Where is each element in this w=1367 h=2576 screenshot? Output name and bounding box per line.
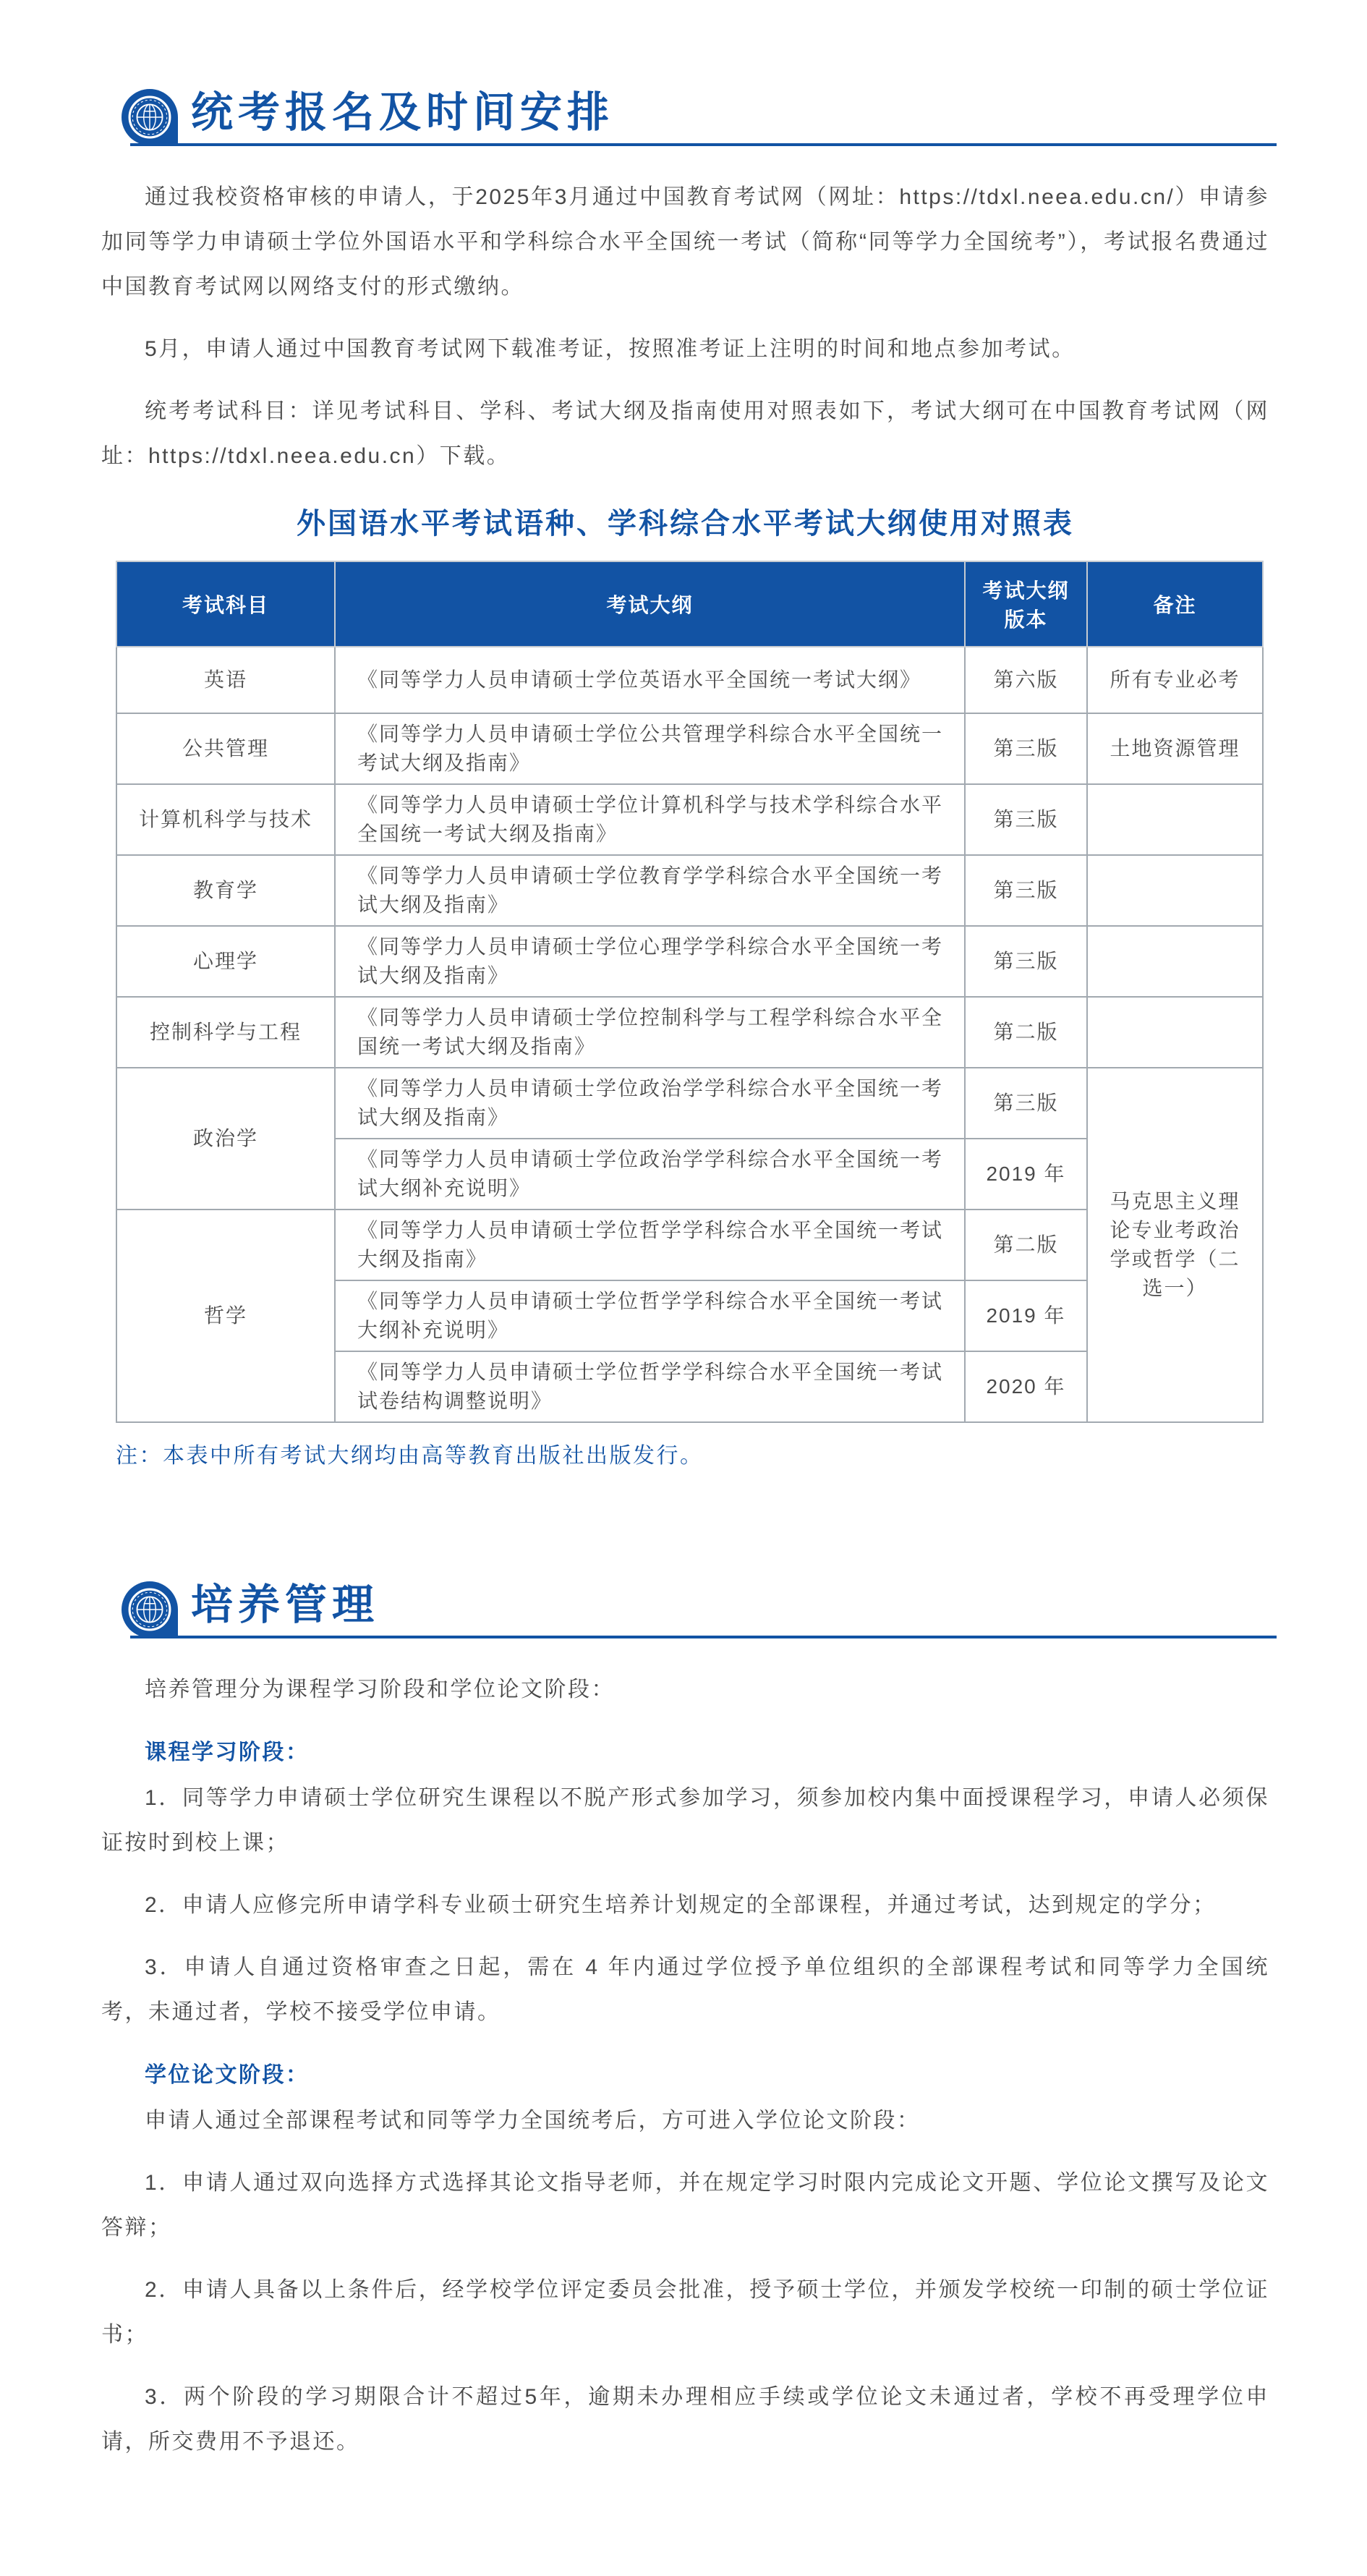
thesis-stage-item-1: 1．申请人通过双向选择方式选择其论文指导老师，并在规定学习时限内完成论文开题、学位论文撰写及论文答辩； [101,2171,1269,2240]
cell-syllabus: 《同等学力人员申请硕士学位控制科学与工程学科综合水平全国统一考试大纲及指南》 [335,997,965,1068]
cell-remark: 所有专业必考 [1087,647,1263,713]
cell-syllabus: 《同等学力人员申请硕士学位政治学学科综合水平全国统一考试大纲及指南》 [335,1068,965,1139]
table-row [116,1068,1263,1139]
thesis-stage-item-3: 3．两个阶段的学习期限合计不超过5年，逾期未办理相应手续或学位论文未通过者，学校不再受理学位申请，所交费用不予退还。 [101,2385,1269,2454]
section2-title: 培养管理 [191,1581,380,1628]
cell-subject: 心理学 [116,926,335,997]
section2-intro: 培养管理分为课程学习阶段和学位论文阶段： [145,1678,615,1701]
cell-version: 第三版 [965,855,1087,926]
cell-subject: 计算机科学与技术 [116,784,335,855]
cell-remark [1087,784,1263,855]
section1-paragraph-3: 统考考试科目：详见考试科目、学科、考试大纲及指南使用对照表如下，考试大纲可在中国教育考试网（网址：https://tdxl.neea.edu.cn）下载。 [101,399,1269,468]
cell-subject: 教育学 [116,855,335,926]
cell-version: 第三版 [965,1068,1087,1139]
section1-header [101,85,1269,148]
cell-subject: 公共管理 [116,713,335,784]
cell-version: 第三版 [965,784,1087,855]
cell-version: 第六版 [965,647,1087,713]
cell-remark [1087,926,1263,997]
table-row [116,855,1263,926]
table-note: 注：本表中所有考试大纲均由高等教育出版社出版发行。 [116,1444,704,1468]
section1-paragraph-2: 5月，申请人通过中国教育考试网下载准考证，按照准考证上注明的时间和地点参加考试。 [145,337,1076,361]
cell-subject: 控制科学与工程 [116,997,335,1068]
cell-syllabus: 《同等学力人员申请硕士学位政治学学科综合水平全国统一考试大纲补充说明》 [335,1139,965,1210]
table-header-row [116,561,1263,647]
cell-version: 2019 年 [965,1139,1087,1210]
col-header-remark: 备注 [1087,561,1263,647]
exam-syllabus-table [116,561,1264,1423]
table-row [116,784,1263,855]
cell-remark-merged: 马克思主义理论专业考政治学或哲学（二选一） [1087,1068,1263,1422]
table-row [116,647,1263,713]
cell-syllabus: 《同等学力人员申请硕士学位英语水平全国统一考试大纲》 [335,647,965,713]
cell-syllabus: 《同等学力人员申请硕士学位哲学学科综合水平全国统一考试大纲补充说明》 [335,1280,965,1351]
cell-version: 2019 年 [965,1280,1087,1351]
cell-remark [1087,997,1263,1068]
cell-syllabus: 《同等学力人员申请硕士学位计算机科学与技术学科综合水平全国统一考试大纲及指南》 [335,784,965,855]
cell-version: 第二版 [965,1210,1087,1280]
cell-subject: 英语 [116,647,335,713]
cell-syllabus: 《同等学力人员申请硕士学位公共管理学科综合水平全国统一考试大纲及指南》 [335,713,965,784]
course-stage-heading: 课程学习阶段： [145,1740,310,1764]
cell-version: 第三版 [965,926,1087,997]
table-row [116,997,1263,1068]
thesis-stage-intro: 申请人通过全部课程考试和同等学力全国统考后，方可进入学位论文阶段： [145,2109,921,2133]
cell-syllabus: 《同等学力人员申请硕士学位哲学学科综合水平全国统一考试大纲及指南》 [335,1210,965,1280]
cell-version: 第三版 [965,713,1087,784]
cell-syllabus: 《同等学力人员申请硕士学位教育学学科综合水平全国统一考试大纲及指南》 [335,855,965,926]
table-row [116,926,1263,997]
cell-syllabus: 《同等学力人员申请硕士学位心理学学科综合水平全国统一考试大纲及指南》 [335,926,965,997]
course-stage-item-3: 3．申请人自通过资格审查之日起，需在 4 年内通过学位授予单位组织的全部课程考试和同等学力全国统考，未通过者，学校不接受学位申请。 [101,1955,1269,2024]
cell-remark [1087,855,1263,926]
cell-syllabus: 《同等学力人员申请硕士学位哲学学科综合水平全国统一考试试卷结构调整说明》 [335,1351,965,1422]
exam-table-title: 外国语水平考试语种、学科综合水平考试大纲使用对照表 [297,508,1074,540]
cell-version: 2020 年 [965,1351,1087,1422]
col-header-subject: 考试科目 [116,561,335,647]
table-row [116,713,1263,784]
university-seal-icon [122,89,178,145]
col-header-version: 考试大纲版本 [965,561,1087,647]
cell-subject: 哲学 [116,1210,335,1422]
col-header-syllabus: 考试大纲 [335,561,965,647]
section2-header [101,1578,1269,1640]
course-stage-item-1: 1．同等学力申请硕士学位研究生课程以不脱产形式参加学习，须参加校内集中面授课程学习，申请人必须保证按时到校上课； [101,1786,1269,1855]
section1-paragraph-1: 通过我校资格审核的申请人，于2025年3月通过中国教育考试网（网址：https://tdxl.neea.edu.cn/）申请参加同等学力申请硕士学位外国语水平和学科综合水平全国统一考试（简称“同等学力全国统考”），考试报名费通过中国教育考试网以网络支付的形式缴纳。 [101,185,1269,299]
cell-remark: 土地资源管理 [1087,713,1263,784]
cell-version: 第二版 [965,997,1087,1068]
course-stage-item-2: 2．申请人应修完所申请学科专业硕士研究生培养计划规定的全部课程，并通过考试，达到规定的学分； [145,1893,1217,1917]
university-seal-icon [122,1581,178,1638]
section1-title: 统考报名及时间安排 [191,89,615,136]
cell-subject: 政治学 [116,1068,335,1210]
thesis-stage-heading: 学位论文阶段： [145,2063,310,2087]
thesis-stage-item-2: 2．申请人具备以上条件后，经学校学位评定委员会批准，授予硕士学位，并颁发学校统一印制的硕士学位证书； [101,2278,1269,2347]
